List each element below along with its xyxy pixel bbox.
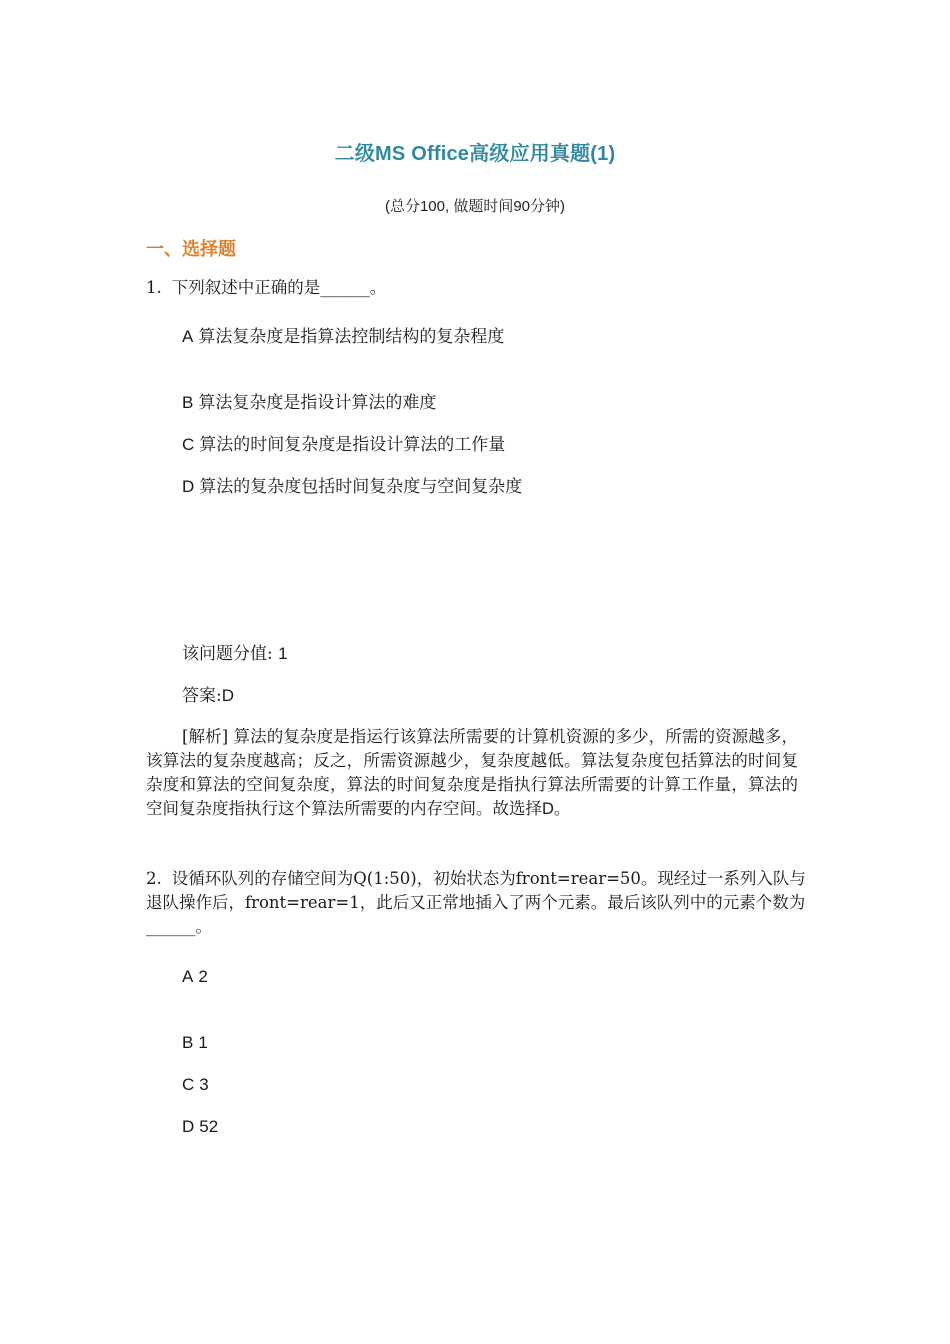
explanation-end: 。 xyxy=(553,799,571,818)
question-text: 设循环队列的存储空间为Q(1:50)，初始状态为front=rear=50。现经过一系列入队与退队操作后，front=rear=1，此后又正常地插入了两个元素。最后该队列中的元素个数为______。 xyxy=(146,869,806,936)
question-1-option-d[interactable] xyxy=(182,475,522,499)
question-1-score xyxy=(182,642,288,666)
question-1-stem xyxy=(146,276,806,300)
question-1-option-a[interactable] xyxy=(182,325,504,349)
option-text: 算法复杂度是指设计算法的难度 xyxy=(198,393,437,413)
option-letter: D xyxy=(182,1117,195,1136)
question-1-explanation xyxy=(146,725,798,821)
option-text: 52 xyxy=(199,1117,219,1136)
score-value: 1 xyxy=(278,644,288,663)
score-label: 该问题分值: xyxy=(182,644,279,664)
option-letter: A xyxy=(182,327,194,346)
option-text: 3 xyxy=(199,1075,209,1094)
option-letter: B xyxy=(182,393,194,412)
option-text: 算法的复杂度包括时间复杂度与空间复杂度 xyxy=(199,477,523,497)
option-text: 算法复杂度是指算法控制结构的复杂程度 xyxy=(198,327,505,347)
question-2-option-c[interactable] xyxy=(182,1073,214,1097)
explanation-tag: [解析] xyxy=(182,727,229,746)
option-letter: B xyxy=(182,1033,194,1052)
explanation-choice: D xyxy=(542,800,554,818)
option-text: 2 xyxy=(198,967,208,986)
question-2-option-a[interactable] xyxy=(182,965,213,989)
document-subtitle: (总分100, 做题时间90分钟) xyxy=(384,198,566,215)
question-1-option-c[interactable] xyxy=(182,433,505,457)
option-text: 1 xyxy=(198,1033,208,1052)
question-text: 下列叙述中正确的是______。 xyxy=(171,278,387,297)
question-number: 2. xyxy=(146,869,162,888)
option-letter: C xyxy=(182,435,195,454)
document-title: 二级MS Office高级应用真题(1) xyxy=(334,143,616,165)
option-text: 算法的时间复杂度是指设计算法的工作量 xyxy=(199,435,506,455)
question-1-option-b[interactable] xyxy=(182,391,436,415)
question-2-option-d[interactable] xyxy=(182,1115,223,1139)
question-1-answer xyxy=(182,684,234,708)
section-heading: 一、选择题 xyxy=(146,239,236,260)
question-2-option-b[interactable] xyxy=(182,1031,213,1055)
option-letter: A xyxy=(182,967,194,986)
explanation-text: 算法的复杂度是指运行该算法所需要的计算机资源的多少，所需的资源越多，该算法的复杂度越高；反之，所需资源越少，复杂度越低。算法复杂度包括算法的时间复杂度和算法的空间复杂度，算法的时间复杂度是指执行算法所需要的计算工作量，算法的空间复杂度指执行这个算法所需要的内存空间。故选择 xyxy=(146,727,799,818)
question-number: 1. xyxy=(146,278,162,297)
option-letter: C xyxy=(182,1075,195,1094)
answer-value: D xyxy=(221,686,235,705)
question-2-stem xyxy=(146,867,806,939)
answer-label: 答案: xyxy=(182,686,222,706)
option-letter: D xyxy=(182,477,195,496)
